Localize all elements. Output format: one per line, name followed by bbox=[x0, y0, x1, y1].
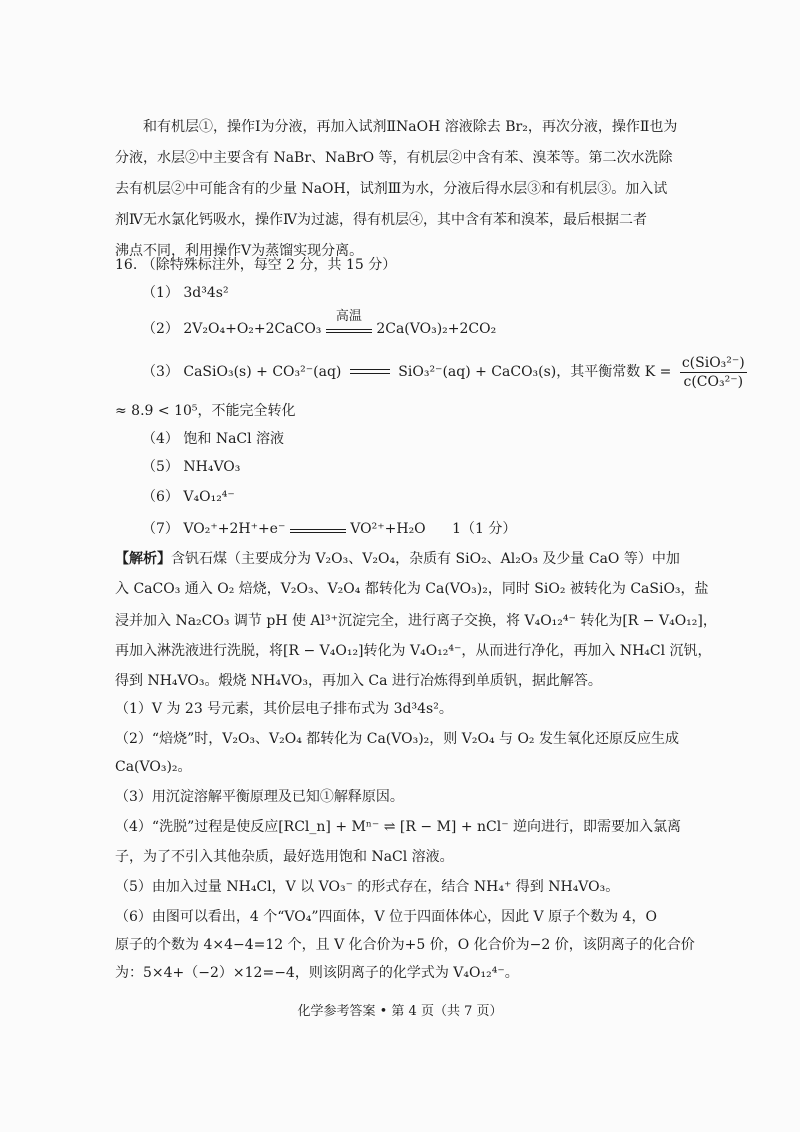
answer-label: （2） bbox=[142, 321, 179, 337]
analysis-line: 为：5×4+（−2）×12=−4，则该阴离子的化学式为 V₄O₁₂⁴⁻。 bbox=[115, 965, 519, 981]
analysis-line: 得到 NH₄VO₃。煅烧 NH₄VO₃，再加入 Ca 进行冶炼得到单质钒，据此解答。 bbox=[115, 673, 602, 689]
answer-1 bbox=[142, 282, 229, 304]
answer-6 bbox=[142, 486, 235, 508]
answer-text: 饱和 NaCl 溶液 bbox=[183, 431, 285, 447]
analysis-line: （6）由图可以看出，4 个“VO₄”四面体，V 位于四面体体心，因此 V 原子个数为 4，O bbox=[115, 909, 657, 925]
answer-7 bbox=[142, 518, 516, 540]
condition-label: 高温 bbox=[335, 309, 362, 324]
question-note: （除特殊标注外，每空 2 分，共 15 分） bbox=[141, 257, 397, 273]
answer-label: （3） bbox=[142, 364, 179, 380]
top-paragraph bbox=[115, 112, 695, 267]
answer-5 bbox=[142, 456, 240, 478]
analysis-line: Ca(VO₃)₂。 bbox=[115, 759, 192, 775]
equation-left: 2V₂O₄+O₂+2CaCO₃ bbox=[183, 321, 322, 337]
equation-left: CaSiO₃(s) + CO₃²⁻(aq) bbox=[183, 364, 342, 380]
answer-text: V₄O₁₂⁴⁻ bbox=[183, 489, 235, 505]
analysis-tag: 【解析】 bbox=[115, 551, 171, 567]
analysis-line: 再加入淋洗液进行洗脱，将[R − V₄O₁₂]转化为 V₄O₁₂⁴⁻，从而进行净化，再加入 NH₄Cl 沉钒， bbox=[115, 643, 712, 659]
question-number: 16. bbox=[115, 257, 138, 273]
analysis-line: 原子的个数为 4×4−4=12 个，且 V 化合价为+5 价，O 化合价为−2 价，该阴离子的化合价 bbox=[115, 937, 695, 953]
fraction-denominator: c(CO₃²⁻) bbox=[683, 373, 744, 390]
paragraph-line: 和有机层①，操作Ⅰ为分液，再加入试剂ⅡNaOH 溶液除去 Br₂，再次分液，操作Ⅱ也为 bbox=[143, 119, 678, 135]
analysis-line: 入 CaCO₃ 通入 O₂ 焙烧，V₂O₃、V₂O₄ 都转化为 Ca(VO₃)₂，同时 SiO₂ 被转化为 CaSiO₃，盐 bbox=[115, 581, 709, 597]
answer-4 bbox=[142, 428, 284, 450]
answer-3 bbox=[142, 352, 747, 392]
question-header bbox=[115, 254, 396, 276]
analysis-line: （3）用沉淀溶解平衡原理及已知①解释原因。 bbox=[115, 789, 404, 805]
analysis-line: 子，为了不引入其他杂质，最好选用饱和 NaCl 溶液。 bbox=[115, 849, 454, 865]
reaction-condition bbox=[326, 309, 372, 333]
score-note: 1（1 分） bbox=[452, 521, 517, 537]
analysis-line: （2）“焙烧”时，V₂O₃、V₂O₄ 都转化为 Ca(VO₃)₂，则 V₂O₄ 与 O₂ 发生氧化还原反应生成 bbox=[115, 731, 679, 747]
analysis-line: （1）V 为 23 号元素，其价层电子排布式为 3d³4s²。 bbox=[115, 701, 453, 717]
answer-2 bbox=[142, 309, 497, 340]
paragraph-line: 剂Ⅳ无水氯化钙吸水，操作Ⅳ为过滤，得有机层④，其中含有苯和溴苯，最后根据二者 bbox=[115, 212, 647, 228]
paragraph-line: 沸点不同，利用操作Ⅴ为蒸馏实现分离。 bbox=[115, 243, 364, 259]
paragraph-line: 分液，水层②中主要含有 NaBr、NaBrO 等，有机层②中含有苯、溴苯等。第二次水洗除 bbox=[115, 150, 673, 166]
paragraph-line: 去有机层②中可能含有的少量 NaOH，试剂Ⅲ为水，分液后得水层③和有机层③。加入试 bbox=[115, 181, 668, 197]
analysis-line: （4）“洗脱”过程是使反应[RCl_n] + Mⁿ⁻ ⇌ [R − M] + nCl⁻ 逆向进行，即需要加入氯离 bbox=[115, 819, 682, 835]
answer-label: （6） bbox=[142, 489, 179, 505]
analysis-line: 【解析】含钒石煤（主要成分为 V₂O₃、V₂O₄，杂质有 SiO₂、Al₂O₃ 及少量 CaO 等）中加 bbox=[115, 551, 680, 567]
analysis-line: （5）由加入过量 NH₄Cl，V 以 VO₃⁻ 的形式存在，结合 NH₄⁺ 得到 NH₄VO₃。 bbox=[115, 879, 620, 895]
answer-label: （7） bbox=[142, 521, 179, 537]
equation-right: VO²⁺+H₂O bbox=[350, 521, 426, 537]
answer-3-continued: ≈ 8.9 < 10⁵，不能完全转化 bbox=[115, 403, 296, 419]
answer-text: NH₄VO₃ bbox=[183, 459, 241, 475]
equation-right: SiO₃²⁻(aq) + CaCO₃(s)，其平衡常数 K = bbox=[398, 364, 672, 380]
answer-label: （5） bbox=[142, 459, 179, 475]
equilibrium-constant-fraction bbox=[680, 354, 747, 391]
fraction-numerator: c(SiO₃²⁻) bbox=[681, 354, 745, 371]
equation-right: 2Ca(VO₃)₂+2CO₂ bbox=[376, 321, 497, 337]
equation-left: VO₂⁺+2H⁺+e⁻ bbox=[183, 521, 286, 537]
answer-label: （1） bbox=[142, 285, 179, 301]
page-footer: 化学参考答案 • 第 4 页（共 7 页） bbox=[297, 1004, 503, 1019]
equilibrium-arrow bbox=[350, 367, 390, 377]
reaction-arrow bbox=[290, 521, 346, 533]
answer-text: 3d³4s² bbox=[183, 285, 229, 301]
analysis-line: 浸并加入 Na₂CO₃ 调节 pH 使 Al³⁺沉淀完全，进行离子交换，将 V₄O₁₂⁴⁻ 转化为[R − V₄O₁₂]， bbox=[115, 613, 717, 629]
answer-label: （4） bbox=[142, 431, 179, 447]
